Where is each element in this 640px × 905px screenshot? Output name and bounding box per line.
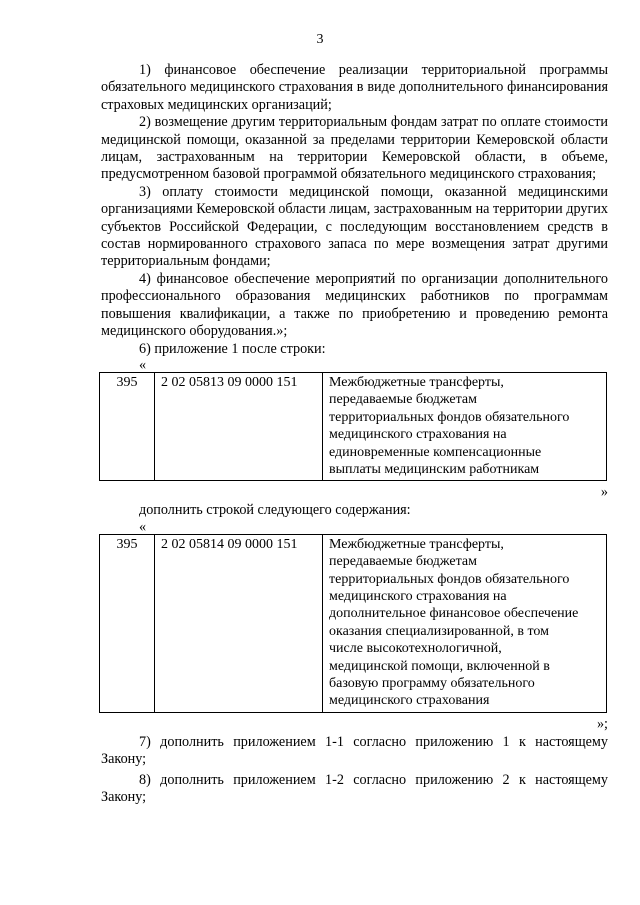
paragraph-item-7: 7) дополнить приложением 1-1 согласно приложению 1 к настоящему Закону; bbox=[101, 733, 608, 768]
quote-close-2: »; bbox=[596, 715, 608, 732]
kbk-code-cell: 2 02 05814 09 0000 151 bbox=[155, 534, 323, 712]
kbk-code-cell: 2 02 05813 09 0000 151 bbox=[155, 372, 323, 480]
table-row bbox=[100, 534, 607, 712]
quote-open-1: « bbox=[139, 356, 147, 373]
admin-code-cell: 395 bbox=[100, 534, 155, 712]
budget-code-table-existing bbox=[99, 372, 607, 481]
revenue-name-cell bbox=[323, 534, 607, 712]
paragraph-item-8: 8) дополнить приложением 1-2 согласно приложению 2 к настоящему Закону; bbox=[101, 771, 608, 806]
quote-open-2: « bbox=[139, 518, 147, 535]
paragraph-item-2: 2) возмещение другим территориальным фондам затрат по оплате стоимости медицинской помощи, оказанной за пределами территории Кемеровской области лицам, застрахованным на территории Кемеровской области, в объеме, предусмотренном базовой программой обязательного медицинского страхования; bbox=[101, 114, 608, 183]
revenue-name-line: числе высокотехнологичной, bbox=[329, 641, 502, 657]
revenue-name-line: медицинского страхования на bbox=[329, 588, 507, 604]
paragraph-item-3: 3) оплату стоимости медицинской помощи, оказанной медицинскими организациями Кемеровской области лицам, застрахованным на территории других субъектов Российской Федерации, с последующим восстановлением средств в состав нормированного страхового запаса по мере возмещения затрат другими территориальным фондами; bbox=[101, 183, 608, 270]
revenue-name-cell bbox=[323, 372, 607, 480]
revenue-name-line: базовую программу обязательного bbox=[329, 676, 535, 691]
revenue-name-line: Межбюджетные трансферты, bbox=[329, 536, 504, 552]
revenue-name-line: территориальных фондов обязательного bbox=[329, 409, 570, 425]
paragraph-item-4: 4) финансовое обеспечение мероприятий по организации дополнительного профессионального образования медицинских работников по программам повышения квалификации, а также по приобретению и проведению ремонта медицинского оборудования.»; bbox=[101, 270, 608, 340]
revenue-name-line: территориальных фондов обязательного bbox=[329, 571, 570, 587]
revenue-name-line: Межбюджетные трансферты, bbox=[329, 374, 504, 390]
admin-code-cell: 395 bbox=[100, 372, 155, 480]
revenue-name-line: медицинской помощи, включенной в bbox=[329, 658, 550, 674]
quote-close-1: » bbox=[600, 484, 608, 501]
add-row-intro: дополнить строкой следующего содержания: bbox=[139, 502, 411, 519]
revenue-name-line: оказания специализированной, в том bbox=[329, 623, 549, 639]
revenue-name-line: выплаты медицинским работникам bbox=[329, 461, 540, 477]
budget-code-table-new bbox=[99, 534, 607, 713]
paragraph-item-6-intro: 6) приложение 1 после строки: bbox=[139, 340, 326, 357]
revenue-name-line: медицинского страхования на bbox=[329, 427, 507, 443]
revenue-name-line: дополнительное финансовое обеспечение bbox=[329, 606, 579, 622]
paragraph-item-1: 1) финансовое обеспечение реализации территориальной программы обязательного медицинского страхования в виде дополнительного финансирования страховых медицинских организаций; bbox=[101, 62, 608, 113]
page-number: 3 bbox=[316, 32, 324, 47]
revenue-name-line: медицинского страхования bbox=[329, 693, 490, 709]
revenue-name-line: передаваемые бюджетам bbox=[329, 392, 477, 408]
revenue-name-line: единовременные компенсационные bbox=[329, 444, 542, 460]
revenue-name-line: передаваемые бюджетам bbox=[329, 554, 477, 570]
document-body bbox=[101, 62, 608, 806]
table-row bbox=[100, 372, 607, 480]
